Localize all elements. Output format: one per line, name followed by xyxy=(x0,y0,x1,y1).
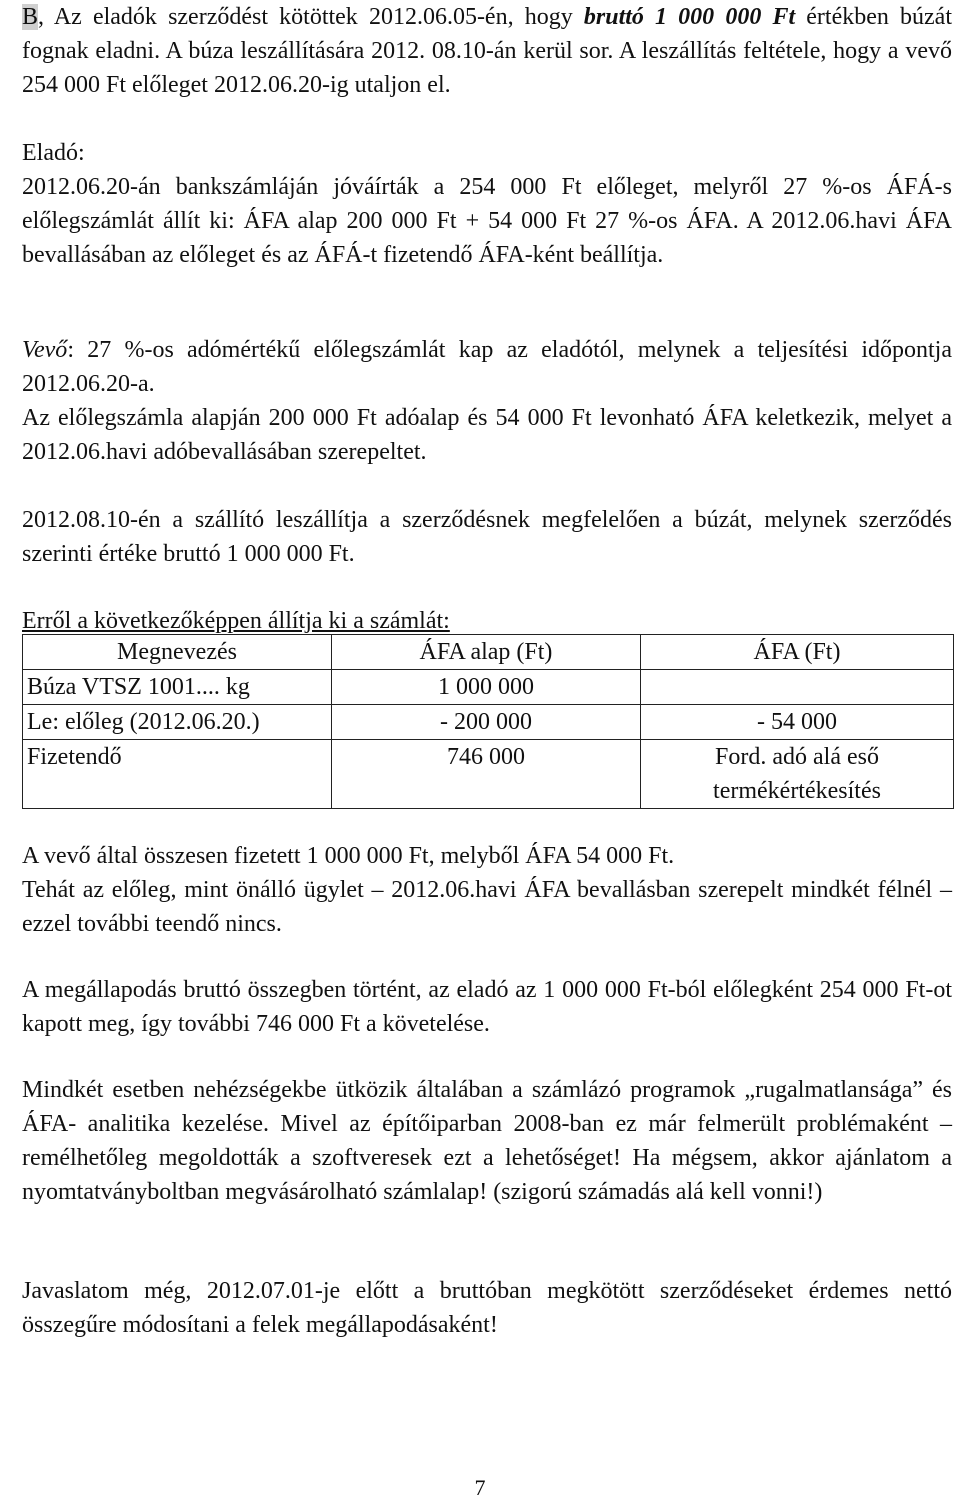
table-cell: 1 000 000 xyxy=(332,670,641,705)
seller-label: Eladó: xyxy=(22,140,85,166)
table-cell: Búza VTSZ 1001.... kg xyxy=(23,670,332,705)
table-header-row xyxy=(23,635,954,670)
table-row xyxy=(23,705,954,740)
buyer-label: Vevő xyxy=(22,337,68,363)
table-row xyxy=(23,670,954,705)
section-marker: B xyxy=(22,4,39,30)
buyer-paragraph xyxy=(22,333,952,401)
buyer-paragraph-2: Az előlegszámla alapján 200 000 Ft adóalap és 54 000 Ft levonható ÁFA keletkezik, melyet a 2012.06.havi adóbevallásában szerepeltet. xyxy=(22,405,952,466)
section-b-text: , Az eladók szerződést kötöttek 2012.06.05-én, hogy xyxy=(38,4,584,30)
header-cell: Megnevezés xyxy=(23,635,332,670)
invoice-intro: Erről a következőképpen állítja ki a számlát: xyxy=(22,608,450,634)
summary-paragraph-1: A vevő által összesen fizetett 1 000 000 Ft, melyből ÁFA 54 000 Ft. xyxy=(22,843,675,869)
both-cases-paragraph: Mindkét esetben nehézségekbe ütközik általában a számlázó programok „rugalmatlansága” és ÁFA- analitika kezelése. Mivel az építőiparban 2008-ban ez már felmerült problémaként – remélhetőleg megoldották a szoftveresek ezt a lehetőséget! Ha mégsem, akkor ajánlatom a nyomtatványboltban megvásárolható számlalap! (szigorú számadás alá kell vonni!) xyxy=(22,1077,952,1206)
section-b-paragraph xyxy=(22,0,952,102)
buyer-text: : 27 %-os adómértékű előlegszámlát kap az eladótól, melynek a teljesítési időpontja 2012.06.20-a. xyxy=(22,337,952,398)
table-cell: 746 000 xyxy=(332,740,641,809)
delivery-paragraph: 2012.08.10-én a szállító leszállítja a szerződésnek megfelelően a búzát, melynek szerződés szerinti értéke bruttó 1 000 000 Ft. xyxy=(22,507,952,568)
summary-paragraph-2: Tehát az előleg, mint önálló ügylet – 2012.06.havi ÁFA bevallásban szerepelt mindkét félnél –ezzel további teendő nincs. xyxy=(22,877,952,938)
seller-paragraph: 2012.06.20-án bankszámláján jóváírták a 254 000 Ft előleget, melyről 27 %-os ÁFÁ-s előlegszámlát állít ki: ÁFA alap 200 000 Ft + 54 000 Ft 27 %-os ÁFA. A 2012.06.havi ÁFA bevallásában az előleget és az ÁFÁ-t fizetendő ÁFA-ként beállítja. xyxy=(22,174,952,269)
header-cell: ÁFA (Ft) xyxy=(641,635,954,670)
section-b-text-2: értékben búzát fognak eladni. A búza leszállítására 2012. 08.10-án kerül sor. A leszállítás feltétele, hogy a vevő 254 000 Ft előleget 2012.06.20-ig utaljon el. xyxy=(22,4,953,99)
table-cell: Ford. adó alá eső termékértékesítés xyxy=(641,740,954,809)
page-number: 7 xyxy=(474,1475,486,1500)
header-cell: ÁFA alap (Ft) xyxy=(332,635,641,670)
table-cell: - 54 000 xyxy=(641,705,954,740)
table-cell xyxy=(641,670,954,705)
invoice-table xyxy=(22,634,954,809)
table-cell: Fizetendő xyxy=(23,740,332,809)
table-cell: Le: előleg (2012.06.20.) xyxy=(23,705,332,740)
agreement-paragraph: A megállapodás bruttó összegben történt, az eladó az 1 000 000 Ft-ból előlegként 254 000 Ft-ot kapott meg, így további 746 000 Ft a követelése. xyxy=(22,977,952,1038)
gross-amount-bold: bruttó 1 000 000 Ft xyxy=(583,4,796,30)
proposal-paragraph: Javaslatom még, 2012.07.01-je előtt a bruttóban megkötött szerződéseket érdemes nettó összegűre módosítani a felek megállapodásaként! xyxy=(22,1278,952,1339)
table-cell: - 200 000 xyxy=(332,705,641,740)
table-row xyxy=(23,740,954,809)
